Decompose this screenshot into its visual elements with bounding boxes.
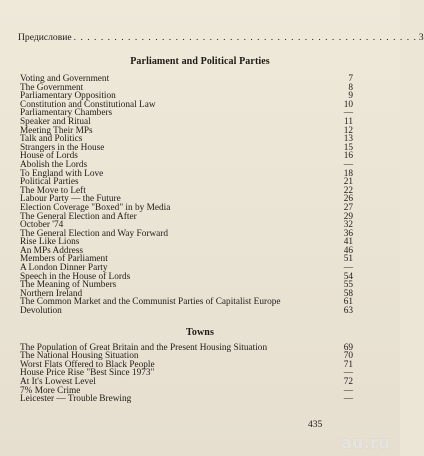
entry-page-number: — [343, 385, 353, 396]
entry-title: Abolish the Lords [20, 159, 88, 170]
watermark: au.ru [340, 433, 390, 452]
entry-page-number: 41 [343, 237, 353, 248]
toc-entry [20, 298, 353, 307]
entry-title: Speech in the House of Lords [20, 271, 131, 282]
entry-page-number: — [343, 368, 353, 379]
entry-page-number: 18 [343, 168, 353, 179]
entry-title: A London Dinner Party [20, 263, 108, 274]
entry-title: Members of Parliament [20, 254, 108, 265]
entry-page-number: — [343, 108, 353, 119]
entry-title: Leicester — Trouble Brewing [20, 394, 132, 405]
entry-page-number: 16 [343, 151, 353, 162]
entry-title: The Population of Great Britain and the Present Housing Situation [20, 342, 268, 353]
entry-title: The General Election and Way Forward [20, 228, 169, 239]
entry-page-number: 11 [344, 116, 353, 127]
entry-page-number: 36 [343, 228, 353, 239]
entry-page-number: 22 [343, 185, 353, 196]
entry-page-number: 63 [343, 306, 353, 317]
entry-title: October '74 [20, 220, 64, 231]
entry-page-number: 32 [343, 220, 353, 231]
entry-title: The Common Market and the Communist Parties of Capitalist Europe [20, 297, 281, 308]
entry-page-number: 70 [343, 351, 353, 362]
entry-title: Parliamentary Chambers [20, 108, 113, 119]
entry-title: Talk and Politics [20, 134, 83, 145]
entry-page-number: 10 [343, 99, 353, 110]
entry-page-number: 3 [418, 32, 424, 43]
entry-title: Parliamentary Opposition [20, 91, 116, 102]
toc-list-towns [20, 344, 353, 404]
entry-title: At It's Lowest Level [20, 377, 96, 387]
page-number: 435 [308, 420, 323, 430]
entry-page-number: 21 [343, 177, 353, 188]
entry-title: Worst Flats Offered to Black People [20, 359, 155, 370]
entry-page-number: 7 [348, 74, 353, 84]
toc-list-parliament [20, 75, 353, 316]
entry-page-number: 26 [343, 194, 353, 205]
entry-page-number: 12 [343, 125, 353, 136]
entry-title: House of Lords [20, 151, 78, 162]
toc-entry-preface [18, 32, 424, 43]
entry-title: The Meaning of Numbers [20, 280, 117, 291]
entry-title: Constitution and Constitutional Law [20, 99, 156, 110]
entry-title: Предисловие [18, 32, 72, 43]
entry-page-number: — [343, 394, 353, 405]
entry-page-number: 54 [343, 271, 353, 282]
dot-leader: . . . . . . . . . . . . . . . . . . . . . . . . . . . . . . . . . . . . . . . . . . . . . . . . . . . [73, 32, 417, 43]
entry-page-number: 55 [343, 280, 353, 291]
entry-title: Speaker and Ritual [20, 116, 91, 127]
entry-title: The National Housing Situation [20, 351, 139, 362]
entry-title: 7% More Crime [20, 385, 81, 396]
entry-page-number: 58 [343, 288, 353, 299]
entry-page-number: 69 [343, 342, 353, 353]
entry-page-number: 51 [343, 254, 353, 265]
entry-page-number: — [343, 263, 353, 274]
entry-title: Political Parties [20, 177, 79, 188]
entry-page-number: 61 [343, 297, 353, 308]
entry-page-number: — [343, 159, 353, 170]
entry-title: Devolution [20, 306, 62, 317]
entry-title: Labour Party — the Future [20, 194, 121, 205]
entry-title: House Price Rise "Best Since 1973" [20, 368, 155, 379]
entry-page-number: 72 [343, 377, 353, 387]
entry-page-number: 8 [348, 82, 353, 93]
entry-page-number: 15 [343, 142, 353, 153]
entry-page-number: 46 [343, 245, 353, 256]
entry-title: The General Election and After [20, 211, 137, 222]
entry-page-number: 9 [348, 91, 353, 102]
entry-title: Meeting Their MPs [20, 125, 93, 136]
entry-title: Voting and Government [20, 74, 110, 84]
section-heading-parliament: Parliament and Political Parties [130, 56, 270, 67]
entry-page-number: 71 [343, 359, 353, 370]
entry-title: Rise Like Lions [20, 237, 80, 248]
section-heading-towns: Towns [186, 326, 214, 338]
entry-title: To England with Love [20, 168, 104, 179]
entry-title: Strangers in the House [20, 142, 105, 153]
entry-page-number: 29 [343, 211, 353, 222]
entry-title: The Government [20, 82, 84, 93]
toc-entry [20, 213, 353, 222]
entry-title: An MPs Address [20, 245, 84, 256]
entry-title: Northern Ireland [20, 288, 83, 299]
toc-entry [20, 307, 353, 316]
entry-title: The Move to Left [20, 185, 86, 196]
entry-page-number: 27 [343, 202, 353, 213]
toc-entry [20, 395, 353, 404]
entry-page-number: 13 [343, 134, 353, 145]
entry-title: Election Coverage "Boxed" in by Media [20, 202, 171, 213]
